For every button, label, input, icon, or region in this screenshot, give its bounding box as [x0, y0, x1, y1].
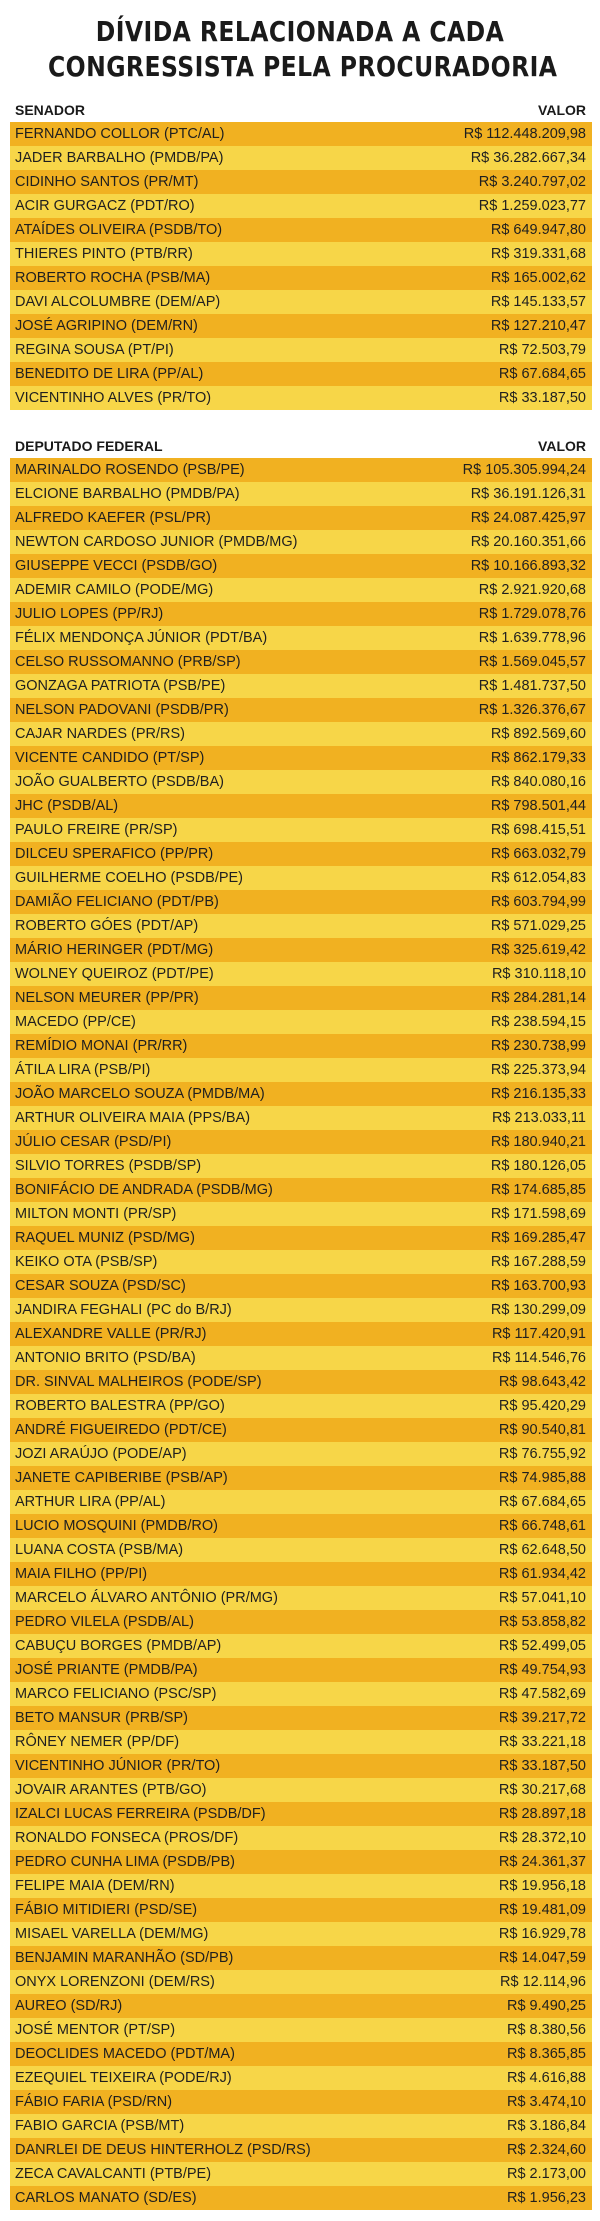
deputy-value: R$ 1.639.778,96 — [478, 630, 586, 646]
deputy-name: CELSO RUSSOMANNO (PRB/SP) — [15, 654, 241, 670]
deputy-name: ELCIONE BARBALHO (PMDB/PA) — [15, 486, 240, 502]
deputy-value: R$ 862.179,33 — [490, 750, 586, 766]
senators-header-value: VALOR — [538, 102, 586, 118]
deputy-name: FÁBIO FARIA (PSD/RN) — [15, 2094, 173, 2110]
deputy-name: SILVIO TORRES (PSDB/SP) — [15, 1158, 202, 1174]
deputy-name: ARTHUR OLIVEIRA MAIA (PPS/BA) — [15, 1110, 251, 1126]
deputy-name: RÔNEY NEMER (PP/DF) — [15, 1734, 180, 1750]
deputy-name: GIUSEPPE VECCI (PSDB/GO) — [15, 558, 218, 574]
deputy-table-row — [10, 1778, 592, 1802]
senator-value: R$ 112.448.209,98 — [463, 126, 586, 142]
deputy-table-row — [10, 2138, 592, 2162]
senator-value: R$ 33.187,50 — [498, 390, 586, 406]
deputy-value: R$ 12.114,96 — [500, 1974, 586, 1990]
deputy-name: ALFREDO KAEFER (PSL/PR) — [15, 510, 211, 526]
deputy-name: ÁTILA LIRA (PSB/PI) — [15, 1062, 151, 1078]
senator-table-row — [10, 266, 592, 290]
deputy-table-row — [10, 578, 592, 602]
deputy-value: R$ 612.054,83 — [490, 870, 586, 886]
deputy-value: R$ 20.160.351,66 — [470, 534, 586, 550]
deputy-table-row — [10, 1562, 592, 1586]
senators-table — [10, 98, 592, 410]
deputy-name: PAULO FREIRE (PR/SP) — [15, 822, 178, 838]
deputy-value: R$ 28.897,18 — [498, 1806, 586, 1822]
deputy-value: R$ 114.546,76 — [491, 1350, 586, 1366]
senator-value: R$ 127.210,47 — [490, 318, 586, 334]
deputy-value: R$ 105.305.994,24 — [462, 462, 586, 478]
deputy-table-row — [10, 1058, 592, 1082]
deputy-name: MISAEL VARELLA (DEM/MG) — [15, 1926, 209, 1942]
deputy-table-row — [10, 482, 592, 506]
deputies-header-name: DEPUTADO FEDERAL — [15, 438, 163, 454]
deputy-table-row — [10, 1274, 592, 1298]
senator-value: R$ 36.282.667,34 — [470, 150, 586, 166]
deputy-name: JÚLIO CESAR (PSD/PI) — [15, 1134, 172, 1150]
senator-value: R$ 649.947,80 — [490, 222, 586, 238]
deputy-value: R$ 19.481,09 — [498, 1902, 586, 1918]
deputy-value: R$ 310.118,10 — [491, 966, 586, 982]
senator-name: ATAÍDES OLIVEIRA (PSDB/TO) — [15, 222, 223, 238]
deputy-value: R$ 1.326.376,67 — [478, 702, 586, 718]
senator-table-row — [10, 146, 592, 170]
deputy-table-row — [10, 1130, 592, 1154]
deputy-value: R$ 8.365,85 — [506, 2046, 586, 2062]
deputy-table-row — [10, 1946, 592, 1970]
deputy-value: R$ 238.594,15 — [490, 1014, 586, 1030]
deputy-name: FÉLIX MENDONÇA JÚNIOR (PDT/BA) — [15, 630, 268, 646]
deputy-table-row — [10, 1898, 592, 1922]
senators-table-header — [10, 98, 592, 122]
deputy-table-row — [10, 2018, 592, 2042]
deputy-table-row — [10, 746, 592, 770]
deputy-name: NELSON MEURER (PP/PR) — [15, 990, 199, 1006]
deputy-value: R$ 213.033,11 — [491, 1110, 586, 1126]
deputy-value: R$ 325.619,42 — [490, 942, 586, 958]
deputy-table-row — [10, 1634, 592, 1658]
deputy-table-row — [10, 794, 592, 818]
deputy-value: R$ 180.126,05 — [490, 1158, 586, 1174]
deputy-name: JOVAIR ARANTES (PTB/GO) — [15, 1782, 207, 1798]
deputy-table-row — [10, 1754, 592, 1778]
deputy-table-row — [10, 698, 592, 722]
deputies-rows — [10, 458, 592, 2210]
deputy-table-row — [10, 1106, 592, 1130]
deputy-name: RAQUEL MUNIZ (PSD/MG) — [15, 1230, 195, 1246]
deputy-value: R$ 19.956,18 — [498, 1878, 586, 1894]
deputy-table-row — [10, 1370, 592, 1394]
deputy-table-row — [10, 1346, 592, 1370]
deputy-value: R$ 698.415,51 — [490, 822, 586, 838]
deputy-value: R$ 3.474,10 — [506, 2094, 586, 2110]
deputy-value: R$ 67.684,65 — [498, 1494, 586, 1510]
deputy-name: PEDRO VILELA (PSDB/AL) — [15, 1614, 194, 1630]
deputy-value: R$ 2.324,60 — [506, 2142, 586, 2158]
deputy-name: FÁBIO MITIDIERI (PSD/SE) — [15, 1902, 198, 1918]
senator-name: JOSÉ AGRIPINO (DEM/RN) — [15, 318, 198, 334]
deputy-table-row — [10, 1850, 592, 1874]
deputy-table-row — [10, 722, 592, 746]
deputy-value: R$ 840.080,16 — [490, 774, 586, 790]
deputy-table-row — [10, 1826, 592, 1850]
deputy-value: R$ 603.794,99 — [490, 894, 586, 910]
senator-value: R$ 165.002,62 — [490, 270, 586, 286]
deputy-table-row — [10, 1154, 592, 1178]
deputy-table-row — [10, 626, 592, 650]
deputy-name: FELIPE MAIA (DEM/RN) — [15, 1878, 175, 1894]
deputy-table-row — [10, 1802, 592, 1826]
deputy-name: CAJAR NARDES (PR/RS) — [15, 726, 185, 742]
senator-value: R$ 67.684,65 — [498, 366, 586, 382]
deputy-name: FABIO GARCIA (PSB/MT) — [15, 2118, 185, 2134]
deputy-value: R$ 28.372,10 — [498, 1830, 586, 1846]
deputy-table-row — [10, 674, 592, 698]
deputy-table-row — [10, 2090, 592, 2114]
deputy-name: IZALCI LUCAS FERREIRA (PSDB/DF) — [15, 1806, 266, 1822]
deputy-table-row — [10, 1490, 592, 1514]
deputy-value: R$ 171.598,69 — [490, 1206, 586, 1222]
deputy-table-row — [10, 1010, 592, 1034]
deputy-table-row — [10, 1034, 592, 1058]
deputy-table-row — [10, 1610, 592, 1634]
deputy-name: WOLNEY QUEIROZ (PDT/PE) — [15, 966, 214, 982]
deputy-value: R$ 2.921.920,68 — [478, 582, 586, 598]
deputy-table-row — [10, 1298, 592, 1322]
deputy-value: R$ 62.648,50 — [498, 1542, 586, 1558]
deputy-name: JANDIRA FEGHALI (PC do B/RJ) — [15, 1302, 232, 1318]
deputy-value: R$ 1.569.045,57 — [478, 654, 586, 670]
deputy-name: MARINALDO ROSENDO (PSB/PE) — [15, 462, 245, 478]
deputy-table-row — [10, 1994, 592, 2018]
deputy-table-row — [10, 2066, 592, 2090]
senator-name: JADER BARBALHO (PMDB/PA) — [15, 150, 224, 166]
deputy-name: MÁRIO HERINGER (PDT/MG) — [15, 942, 214, 958]
deputy-name: JOÃO GUALBERTO (PSDB/BA) — [15, 774, 224, 790]
deputies-table — [10, 434, 592, 2210]
senator-value: R$ 319.331,68 — [490, 246, 586, 262]
deputy-value: R$ 216.135,33 — [490, 1086, 586, 1102]
deputy-name: NELSON PADOVANI (PSDB/PR) — [15, 702, 229, 718]
deputy-name: DANRLEI DE DEUS HINTERHOLZ (PSD/RS) — [15, 2142, 311, 2158]
deputy-name: LUCIO MOSQUINI (PMDB/RO) — [15, 1518, 219, 1534]
deputy-table-row — [10, 602, 592, 626]
deputy-name: ROBERTO GÓES (PDT/AP) — [15, 918, 199, 934]
deputy-value: R$ 8.380,56 — [506, 2022, 586, 2038]
deputy-value: R$ 33.187,50 — [498, 1758, 586, 1774]
deputy-value: R$ 24.087.425,97 — [470, 510, 586, 526]
senator-value: R$ 3.240.797,02 — [478, 174, 586, 190]
senator-value: R$ 72.503,79 — [498, 342, 586, 358]
deputy-table-row — [10, 1538, 592, 1562]
senators-rows — [10, 122, 592, 410]
deputy-table-row — [10, 1970, 592, 1994]
deputy-value: R$ 663.032,79 — [490, 846, 586, 862]
deputy-value: R$ 892.569,60 — [490, 726, 586, 742]
deputy-table-row — [10, 1442, 592, 1466]
deputy-table-row — [10, 1658, 592, 1682]
deputy-value: R$ 1.956,23 — [506, 2190, 586, 2206]
deputy-name: CESAR SOUZA (PSD/SC) — [15, 1278, 186, 1294]
deputy-table-row — [10, 1250, 592, 1274]
senator-table-row — [10, 338, 592, 362]
deputy-value: R$ 571.029,25 — [490, 918, 586, 934]
deputy-value: R$ 57.041,10 — [498, 1590, 586, 1606]
deputy-value: R$ 24.361,37 — [498, 1854, 586, 1870]
deputy-table-row — [10, 1730, 592, 1754]
deputy-value: R$ 53.858,82 — [498, 1614, 586, 1630]
senator-value: R$ 145.133,57 — [490, 294, 586, 310]
senator-table-row — [10, 386, 592, 410]
senator-table-row — [10, 194, 592, 218]
deputy-table-row — [10, 554, 592, 578]
deputy-value: R$ 9.490,25 — [506, 1998, 586, 2014]
deputy-name: MARCELO ÁLVARO ANTÔNIO (PR/MG) — [15, 1590, 278, 1606]
deputy-table-row — [10, 2042, 592, 2066]
deputy-name: MACEDO (PP/CE) — [15, 1014, 136, 1030]
deputy-table-row — [10, 1226, 592, 1250]
deputy-value: R$ 167.288,59 — [490, 1254, 586, 1270]
deputy-value: R$ 225.373,94 — [490, 1062, 586, 1078]
deputy-value: R$ 30.217,68 — [498, 1782, 586, 1798]
deputies-header-value: VALOR — [538, 438, 586, 454]
deputy-name: CABUÇU BORGES (PMDB/AP) — [15, 1638, 222, 1654]
deputy-value: R$ 39.217,72 — [498, 1710, 586, 1726]
deputy-name: NEWTON CARDOSO JUNIOR (PMDB/MG) — [15, 534, 298, 550]
deputy-value: R$ 163.700,93 — [490, 1278, 586, 1294]
deputy-name: PEDRO CUNHA LIMA (PSDB/PB) — [15, 1854, 235, 1870]
deputy-name: ARTHUR LIRA (PP/AL) — [15, 1494, 166, 1510]
deputy-name: JOSÉ MENTOR (PT/SP) — [15, 2022, 176, 2038]
senator-name: FERNANDO COLLOR (PTC/AL) — [15, 126, 225, 142]
deputy-table-row — [10, 1466, 592, 1490]
deputy-name: REMÍDIO MONAI (PR/RR) — [15, 1038, 188, 1054]
senators-header-name: SENADOR — [15, 102, 86, 118]
deputy-value: R$ 61.934,42 — [498, 1566, 586, 1582]
deputy-table-row — [10, 1178, 592, 1202]
deputy-table-row — [10, 2186, 592, 2210]
deputy-value: R$ 76.755,92 — [498, 1446, 586, 1462]
deputy-table-row — [10, 458, 592, 482]
deputy-table-row — [10, 1922, 592, 1946]
title-line-1: DÍVIDA RELACIONADA A CADA — [95, 15, 505, 48]
deputy-name: JANETE CAPIBERIBE (PSB/AP) — [15, 1470, 228, 1486]
deputy-name: JOZI ARAÚJO (PODE/AP) — [15, 1446, 187, 1462]
deputy-name: ONYX LORENZONI (DEM/RS) — [15, 1974, 215, 1990]
senator-name: ACIR GURGACZ (PDT/RO) — [15, 198, 195, 214]
deputy-table-row — [10, 938, 592, 962]
deputy-table-row — [10, 1322, 592, 1346]
deputy-name: DAMIÃO FELICIANO (PDT/PB) — [15, 894, 219, 910]
deputy-name: ADEMIR CAMILO (PODE/MG) — [15, 582, 214, 598]
senator-table-row — [10, 122, 592, 146]
deputy-name: VICENTINHO JÚNIOR (PR/TO) — [15, 1758, 221, 1774]
deputy-table-row — [10, 842, 592, 866]
deputy-name: MILTON MONTI (PR/SP) — [15, 1206, 177, 1222]
senator-table-row — [10, 242, 592, 266]
deputy-table-row — [10, 1874, 592, 1898]
deputy-table-row — [10, 890, 592, 914]
senator-table-row — [10, 170, 592, 194]
deputy-table-row — [10, 962, 592, 986]
deputy-table-row — [10, 1394, 592, 1418]
deputy-table-row — [10, 1682, 592, 1706]
senator-table-row — [10, 362, 592, 386]
deputy-value: R$ 98.643,42 — [498, 1374, 586, 1390]
deputy-name: KEIKO OTA (PSB/SP) — [15, 1254, 158, 1270]
deputy-table-row — [10, 1586, 592, 1610]
title-line-2: CONGRESSISTA PELA PROCURADORIA — [48, 50, 558, 83]
deputy-table-row — [10, 818, 592, 842]
senator-name: REGINA SOUSA (PT/PI) — [15, 342, 174, 358]
senator-name: THIERES PINTO (PTB/RR) — [15, 246, 193, 262]
deputy-value: R$ 180.940,21 — [490, 1134, 586, 1150]
deputy-name: ROBERTO BALESTRA (PP/GO) — [15, 1398, 225, 1414]
deputy-table-row — [10, 2114, 592, 2138]
deputy-table-row — [10, 506, 592, 530]
deputy-name: GONZAGA PATRIOTA (PSB/PE) — [15, 678, 226, 694]
deputy-name: DEOCLIDES MACEDO (PDT/MA) — [15, 2046, 235, 2062]
deputy-value: R$ 3.186,84 — [506, 2118, 586, 2134]
deputy-name: ALEXANDRE VALLE (PR/RJ) — [15, 1326, 207, 1342]
deputy-table-row — [10, 650, 592, 674]
deputy-value: R$ 16.929,78 — [498, 1926, 586, 1942]
page-title — [48, 0, 558, 83]
senator-name: BENEDITO DE LIRA (PP/AL) — [15, 366, 204, 382]
deputy-value: R$ 49.754,93 — [498, 1662, 586, 1678]
deputy-value: R$ 33.221,18 — [498, 1734, 586, 1750]
deputy-value: R$ 169.285,47 — [490, 1230, 586, 1246]
deputy-table-row — [10, 1706, 592, 1730]
deputy-name: RONALDO FONSECA (PROS/DF) — [15, 1830, 239, 1846]
deputy-value: R$ 52.499,05 — [498, 1638, 586, 1654]
deputy-value: R$ 2.173,00 — [506, 2166, 586, 2182]
deputy-value: R$ 174.685,85 — [490, 1182, 586, 1198]
deputy-name: ANDRÉ FIGUEIREDO (PDT/CE) — [15, 1422, 227, 1438]
senator-table-row — [10, 218, 592, 242]
deputy-name: JOÃO MARCELO SOUZA (PMDB/MA) — [15, 1086, 265, 1102]
deputy-name: MARCO FELICIANO (PSC/SP) — [15, 1686, 217, 1702]
deputy-name: AUREO (SD/RJ) — [15, 1998, 123, 2014]
deputy-value: R$ 36.191.126,31 — [470, 486, 586, 502]
senator-value: R$ 1.259.023,77 — [478, 198, 586, 214]
deputy-value: R$ 14.047,59 — [498, 1950, 586, 1966]
deputy-name: ANTONIO BRITO (PSD/BA) — [15, 1350, 196, 1366]
senator-table-row — [10, 314, 592, 338]
senator-name: ROBERTO ROCHA (PSB/MA) — [15, 270, 211, 286]
deputy-name: CARLOS MANATO (SD/ES) — [15, 2190, 197, 2206]
deputy-value: R$ 4.616,88 — [506, 2070, 586, 2086]
deputy-table-row — [10, 1418, 592, 1442]
deputy-name: ZECA CAVALCANTI (PTB/PE) — [15, 2166, 212, 2182]
deputy-name: DR. SINVAL MALHEIROS (PODE/SP) — [15, 1374, 262, 1390]
deputy-value: R$ 1.481.737,50 — [478, 678, 586, 694]
deputy-value: R$ 1.729.078,76 — [478, 606, 586, 622]
deputy-name: BETO MANSUR (PRB/SP) — [15, 1710, 188, 1726]
deputy-name: LUANA COSTA (PSB/MA) — [15, 1542, 184, 1558]
deputy-table-row — [10, 770, 592, 794]
deputy-value: R$ 10.166.893,32 — [470, 558, 586, 574]
deputy-value: R$ 230.738,99 — [490, 1038, 586, 1054]
deputy-table-row — [10, 1202, 592, 1226]
deputy-value: R$ 130.299,09 — [490, 1302, 586, 1318]
deputy-table-row — [10, 1514, 592, 1538]
deputy-value: R$ 95.420,29 — [498, 1398, 586, 1414]
deputies-table-header — [10, 434, 592, 458]
deputy-name: JOSÉ PRIANTE (PMDB/PA) — [15, 1662, 198, 1678]
deputy-name: JULIO LOPES (PP/RJ) — [15, 606, 164, 622]
deputy-value: R$ 66.748,61 — [498, 1518, 586, 1534]
deputy-name: VICENTE CANDIDO (PT/SP) — [15, 750, 205, 766]
deputy-name: BENJAMIN MARANHÃO (SD/PB) — [15, 1950, 234, 1966]
deputy-name: DILCEU SPERAFICO (PP/PR) — [15, 846, 214, 862]
deputy-table-row — [10, 530, 592, 554]
senator-name: VICENTINHO ALVES (PR/TO) — [15, 390, 212, 406]
deputy-name: MAIA FILHO (PP/PI) — [15, 1566, 148, 1582]
deputy-table-row — [10, 914, 592, 938]
deputy-value: R$ 74.985,88 — [498, 1470, 586, 1486]
senator-name: CIDINHO SANTOS (PR/MT) — [15, 174, 199, 190]
deputy-table-row — [10, 986, 592, 1010]
deputy-value: R$ 47.582,69 — [498, 1686, 586, 1702]
deputy-value: R$ 798.501,44 — [490, 798, 586, 814]
deputy-value: R$ 284.281,14 — [490, 990, 586, 1006]
deputy-value: R$ 117.420,91 — [491, 1326, 586, 1342]
deputy-table-row — [10, 1082, 592, 1106]
deputy-name: EZEQUIEL TEIXEIRA (PODE/RJ) — [15, 2070, 232, 2086]
deputy-value: R$ 90.540,81 — [498, 1422, 586, 1438]
deputy-table-row — [10, 866, 592, 890]
deputy-name: GUILHERME COELHO (PSDB/PE) — [15, 870, 244, 886]
senator-table-row — [10, 290, 592, 314]
deputy-name: BONIFÁCIO DE ANDRADA (PSDB/MG) — [15, 1182, 273, 1198]
senator-name: DAVI ALCOLUMBRE (DEM/AP) — [15, 294, 221, 310]
deputy-name: JHC (PSDB/AL) — [15, 798, 119, 814]
deputy-table-row — [10, 2162, 592, 2186]
